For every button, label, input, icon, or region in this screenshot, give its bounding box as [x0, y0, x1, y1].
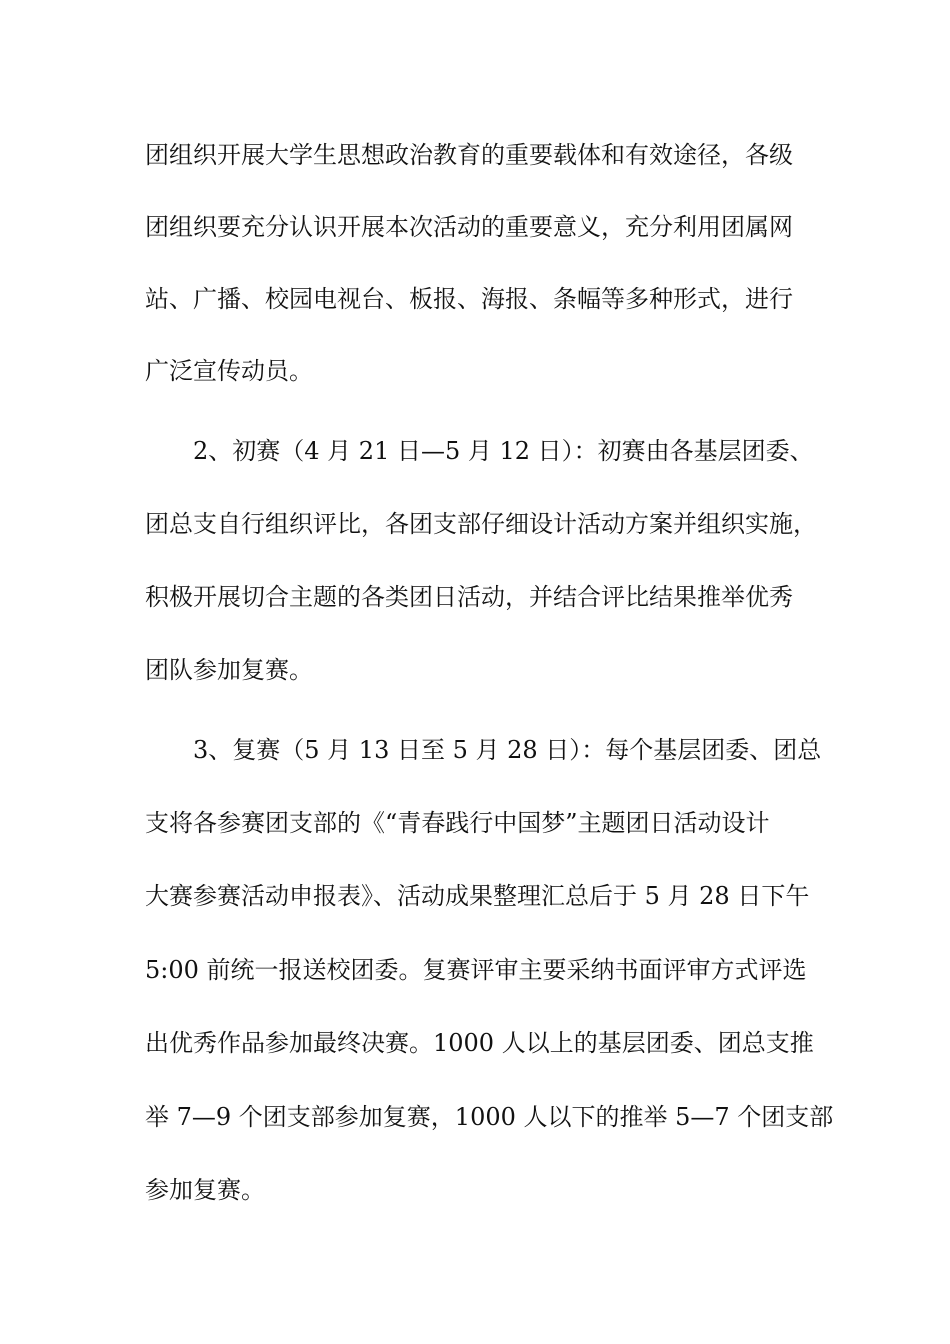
- text-line: 团组织要充分认识开展本次活动的重要意义，充分利用团属网: [145, 213, 793, 241]
- text-line: 举 7—9 个团支部参加复赛，1000 人以下的推举 5—7 个团支部: [145, 1103, 834, 1131]
- text-line: 广泛宣传动员。: [145, 357, 313, 385]
- text-line: 大赛参赛活动申报表》、活动成果整理汇总后于 5 月 28 日下午: [145, 882, 810, 910]
- text-line: 积极开展切合主题的各类团日活动，并结合评比结果推举优秀: [145, 583, 793, 611]
- text-line: 参加复赛。: [145, 1176, 265, 1204]
- text-line: 团总支自行组织评比，各团支部仔细设计活动方案并组织实施，: [145, 510, 817, 538]
- text-line: 3、复赛（5 月 13 日至 5 月 28 日）：每个基层团委、团总: [145, 736, 822, 764]
- text-line: 出优秀作品参加最终决赛。1000 人以上的基层团委、团总支推: [145, 1029, 814, 1057]
- text-line: 站、广播、校园电视台、板报、海报、条幅等多种形式，进行: [145, 285, 793, 313]
- text-line: 5:00 前统一报送校团委。复赛评审主要采纳书面评审方式评选: [145, 956, 807, 984]
- text-line: 支将各参赛团支部的《“青春践行中国梦”主题团日活动设计: [145, 809, 770, 837]
- text-line: 团队参加复赛。: [145, 656, 313, 684]
- text-line: 团组织开展大学生思想政治教育的重要载体和有效途径，各级: [145, 141, 793, 169]
- text-line: 2、初赛（4 月 21 日—5 月 12 日）：初赛由各基层团委、: [145, 437, 814, 465]
